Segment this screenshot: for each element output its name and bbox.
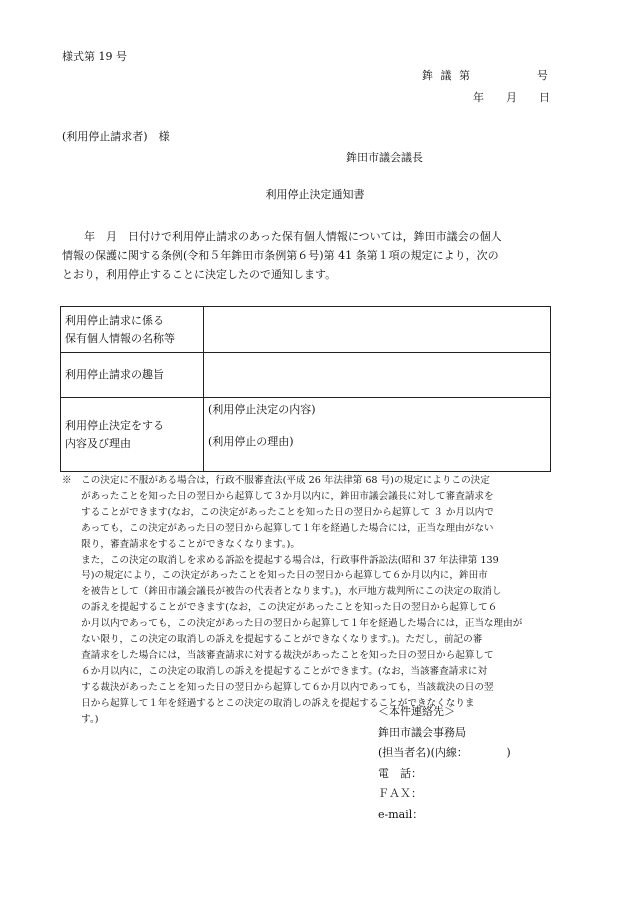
- note-line: の訴えを提起することができます(なお，この決定があったことを知った日の翌日から起算して６: [62, 602, 498, 614]
- note-line: か月以内であっても，この決定があった日の翌日から起算して１年を経過した場合には，正当な理由が: [62, 618, 523, 630]
- request-purpose-label: 利用停止請求の趣旨: [61, 353, 204, 398]
- body-line: 年 月 日付けで利用停止請求のあった保有個人情報については，鉾田市議会の個人: [62, 230, 502, 243]
- notes: [62, 473, 556, 728]
- contact-fax: ＦＡＸ：: [378, 787, 422, 800]
- table-row: [61, 398, 551, 472]
- decision-content-sublabel: (利用停止決定の内容): [208, 403, 316, 416]
- contact-heading: ＜本件連絡先＞: [378, 705, 455, 718]
- target-info-label: [61, 307, 204, 353]
- document-title: 利用停止決定通知書: [265, 188, 365, 201]
- sender: 鉾田市議会議長: [346, 151, 423, 164]
- body-paragraph: [62, 227, 556, 284]
- label-line: 内容及び理由: [65, 436, 131, 450]
- table-row: [61, 353, 551, 398]
- note-line: 限り，審査請求をすることができなくなります。)。: [62, 538, 301, 550]
- contact-block: [378, 702, 511, 825]
- decision-table: [60, 306, 551, 472]
- contact-email: e-mail：: [378, 807, 424, 821]
- label-line: 保有個人情報の名称等: [65, 331, 175, 345]
- note-line: 日から起算して１年を経過するとこの決定の取消しの訴えを提起することができなくなりま: [62, 697, 475, 709]
- note-line: 号)の規定により，この決定があったことを知った日の翌日から起算して６か月以内に，鉾田市: [62, 570, 488, 582]
- contact-phone: 電 話：: [378, 766, 422, 780]
- document-number: 鉾 議 第 号: [422, 69, 550, 82]
- body-line: とおり，利用停止することに決定したので通知します。: [62, 268, 337, 281]
- addressee: (利用停止請求者) 様: [62, 130, 170, 143]
- table-row: [61, 307, 551, 353]
- document-date: 年 月 日: [473, 91, 550, 104]
- note-line: する裁決があったことを知った日の翌日から起算して６か月以内であっても，当該裁決の日の翌: [62, 681, 494, 693]
- contact-person: (担当者名)(内線： ): [378, 746, 511, 759]
- note-line: また，この決定の取消しを求める訴訟を提起する場合は，行政事件訴訟法(昭和 37 年法律第 139: [62, 554, 499, 566]
- note-line: することができます(なお，この決定があったことを知った日の翌日から起算して ３ か月以内で: [62, 506, 494, 518]
- note-line: があったことを知った日の翌日から起算して３か月以内に，鉾田市議会議長に対して審査請求を: [62, 490, 494, 502]
- label-line: 利用停止決定をする: [65, 418, 164, 432]
- body-line: 情報の保護に関する条例(令和５年鉾田市条例第６号)第 41 条第１項の規定により，次の: [62, 249, 499, 262]
- decision-label: [61, 398, 204, 472]
- decision-value: [204, 398, 551, 472]
- note-line: 査請求をした場合には，当該審査請求に対する裁決があったことを知った日の翌日から起算して: [62, 649, 494, 661]
- note-line: あっても，この決定があった日の翌日から起算して１年を経過した場合には，正当な理由がない: [62, 522, 494, 534]
- decision-reason-sublabel: (利用停止の理由): [208, 435, 294, 448]
- contact-office: 鉾田市議会事務局: [378, 725, 466, 739]
- note-line: す。): [62, 713, 99, 725]
- note-line: を被告として（鉾田市議会議長が被告の代表者となります。)，水戸地方裁判所にこの決定の取消し: [62, 586, 502, 598]
- note-line: ６か月以内に，この決定の取消しの訴えを提起することができます。(なお，当該審査請求に対: [62, 665, 488, 677]
- form-number: 様式第 19 号: [62, 50, 127, 63]
- request-purpose-value: [204, 353, 551, 398]
- label-line: 利用停止請求に係る: [65, 313, 164, 327]
- target-info-value: [204, 307, 551, 353]
- note-line: ※ この決定に不服がある場合は，行政不服審査法(平成 26 年法律第 68 号)の規定によりこの決定: [62, 475, 490, 486]
- note-line: ない限り，この決定の取消しの訴えを提起することができなくなります。)。ただし，前記の審: [62, 634, 483, 646]
